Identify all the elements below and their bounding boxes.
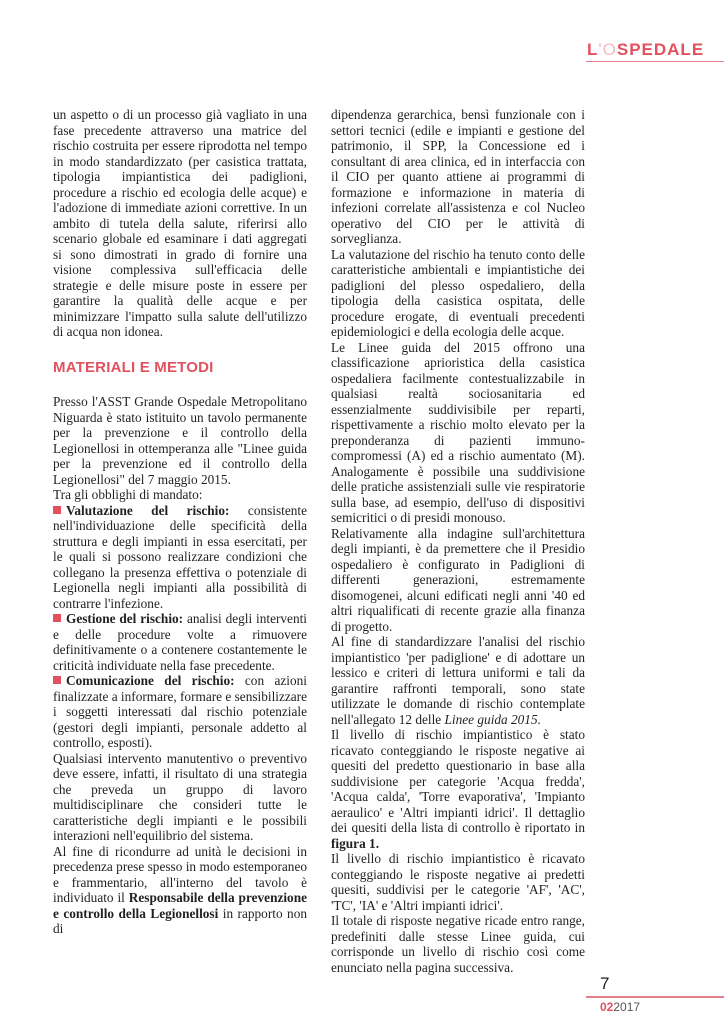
italic-citation: Linee guida 2015.	[444, 711, 541, 727]
bullet-text: consistente nell'individuazione delle specificità della struttura e degli impianti in essa esercitati, per le quali si possono realizzare condizioni che collegano la presenza effettiva o potenziale di Legionella negli impianti alla possibilità di contrarre l'infezione.	[53, 502, 307, 611]
paragraph: Le Linee guida del 2015 offrono una classificazione aprioristica della casistica ospedaliera facilmente contestualizzabile in qualsiasi realtà sociosanitaria ed essenzialmente suddivisibile per reparti, rispettivamente a rischio molto elevato per la preponderanza di pazienti immuno-compromessi (A) ed a rischio aumentato (M). Analogamente è possibile una suddivisione delle pratiche assistenziali sulle vie respiratorie sulla base, ad esempio, dell'uso di dispositivi semicritici o di presidi monouso.	[331, 339, 585, 525]
issue-year: 2017	[613, 1000, 641, 1014]
paragraph: Al fine di standardizzare l'analisi del rischio impiantistico 'per padiglione' e di adottare un lessico e criteri di lettura uniformi e tali da garantire raffronti temporali, sono state utilizzate le domande di rischio contemplate nell'allegato 12 delle Linee guida 2015.	[331, 634, 585, 727]
bullet-square-icon	[53, 614, 61, 622]
paragraph: dipendenza gerarchica, bensì funzionale con i settori tecnici (edile e impianti e gestione del patrimonio, il SPP, la Concessione ed i consultant di area clinica, ed in interfaccia con il CIO per quanto attiene ai programmi di formazione e informazione in materia di infezioni correlate all'assistenza e col Nucleo operativo del CIO per le attività di sorveglianza.	[331, 107, 585, 246]
bullet-item	[53, 673, 307, 751]
paragraph: Tra gli obblighi di mandato:	[53, 487, 203, 502]
paragraph: Presso l'ASST Grande Ospedale Metropolitano Niguarda è stato istituito un tavolo permanente per la prevenzione e il controllo della Legionellosi in ottemperanza alle "Linee guida per la prevenzione ed il controllo della Legionellosi" del 7 maggio 2015.	[53, 394, 307, 487]
paragraph: La valutazione del rischio ha tenuto conto delle caratteristiche ambientali e impiantistiche dei padiglioni del plesso ospedaliero, della tipologia della casistica ospitata, delle procedure erogate, di eventuali precedenti epidemiologici e della ecologia delle acque.	[331, 246, 585, 339]
intro-paragraph: un aspetto o di un processo già vagliato in una fase precedente attraverso una matrice del rischio costruita per essere riprodotta nel tempo in modo standardizzato (per casistica trattata, tipologia impiantistica dei padiglioni, procedure a rischio ed ecologia delle acque) e l'adozione di immediate azioni correttive. In un ambito di tutela della salute, riferirsi allo scenario globale ed esaminare i dati aggregati si sono dimostrati in grado di fornire una visione complessiva sull'efficacia delle strategie e delle misure poste in essere per garantire la qualità delle acque e per minimizzare l'impatto sulla salute dell'utilizzo di acqua non idonea.	[53, 107, 307, 339]
bullet-term: Gestione del rischio:	[66, 611, 184, 626]
right-column	[331, 107, 585, 975]
footer-rule	[586, 996, 724, 998]
bullet-square-icon	[53, 676, 61, 684]
bullet-text: con azioni finalizzate a informare, formare e sensibilizzare i soggetti interessati dal rischio potenziale (gestori degli impianti, personale addetto al controllo, esposti).	[53, 673, 307, 750]
figure-reference: figura 1.	[331, 835, 380, 851]
magazine-logo: L'OSPEDALE	[587, 40, 705, 59]
masthead	[586, 38, 724, 62]
masthead-rule	[586, 61, 724, 62]
page-number: 7	[600, 974, 610, 993]
paragraph: Il livello di rischio impiantistico è ricavato conteggiando le risposte negative ai predetti quesiti, suddivisi per le categorie 'AF', 'AC', 'TC', 'IA' e 'Altri impianti idrici'.	[331, 851, 585, 913]
bullet-item	[53, 503, 307, 612]
issue-number: 02	[600, 1000, 614, 1014]
bold-phrase: Responsabile della prevenzione e controllo della Legionellosi	[53, 890, 307, 921]
bullet-square-icon	[53, 506, 61, 514]
bullet-text: analisi degli interventi e delle procedure volte a rimuovere definitivamente o a contenere costantemente le criticità individuate nella fase precedente.	[53, 611, 307, 673]
paragraph: Qualsiasi intervento manutentivo o preventivo deve essere, infatti, il risultato di una strategia che preveda un gruppo di lavoro multidisciplinare che consideri tutte le caratteristiche degli impianti e le possibili interazioni nell'equilibrio del sistema.	[53, 750, 307, 843]
section-heading: MATERIALI E METODI	[53, 358, 214, 376]
paragraph: Il livello di rischio impiantistico è stato ricavato conteggiando le risposte negative ai quesiti del predetto questionario in base alla suddivisione per categorie 'Acqua fredda', 'Acqua calda', 'Torre evaporativa', 'Impianto aeraulico' e 'Altri impianti idrici'. Il dettaglio dei quesiti della lista di controllo è riportato in figura 1.	[331, 727, 585, 851]
left-column	[53, 107, 307, 937]
bullet-term: Comunicazione del rischio:	[66, 673, 235, 688]
bullet-item	[53, 611, 307, 673]
page-footer	[586, 974, 724, 1014]
paragraph: Il totale di risposte negative ricade entro range, predefiniti dalle stesse Linee guida, cui corrisponde un livello di rischio così come enunciato nella pagina successiva.	[331, 913, 585, 975]
bullet-term: Valutazione del rischio:	[66, 502, 230, 518]
issue-label	[600, 1000, 640, 1014]
paragraph: Relativamente alla indagine sull'architettura degli impianti, è da premettere che il Presidio ospedaliero è configurato in Padiglioni di differenti generazioni, estremamente disomogenei, alcuni edificati negli anni '40 ed altri riqualificati di recente grazie alla finanza di progetto.	[331, 525, 585, 634]
paragraph: Al fine di ricondurre ad unità le decisioni in precedenza prese spesso in modo estemporaneo e frammentario, all'interno del tavolo è individuato il Responsabile della prevenzione e controllo della Legionellosi in rapporto non di	[53, 843, 307, 936]
